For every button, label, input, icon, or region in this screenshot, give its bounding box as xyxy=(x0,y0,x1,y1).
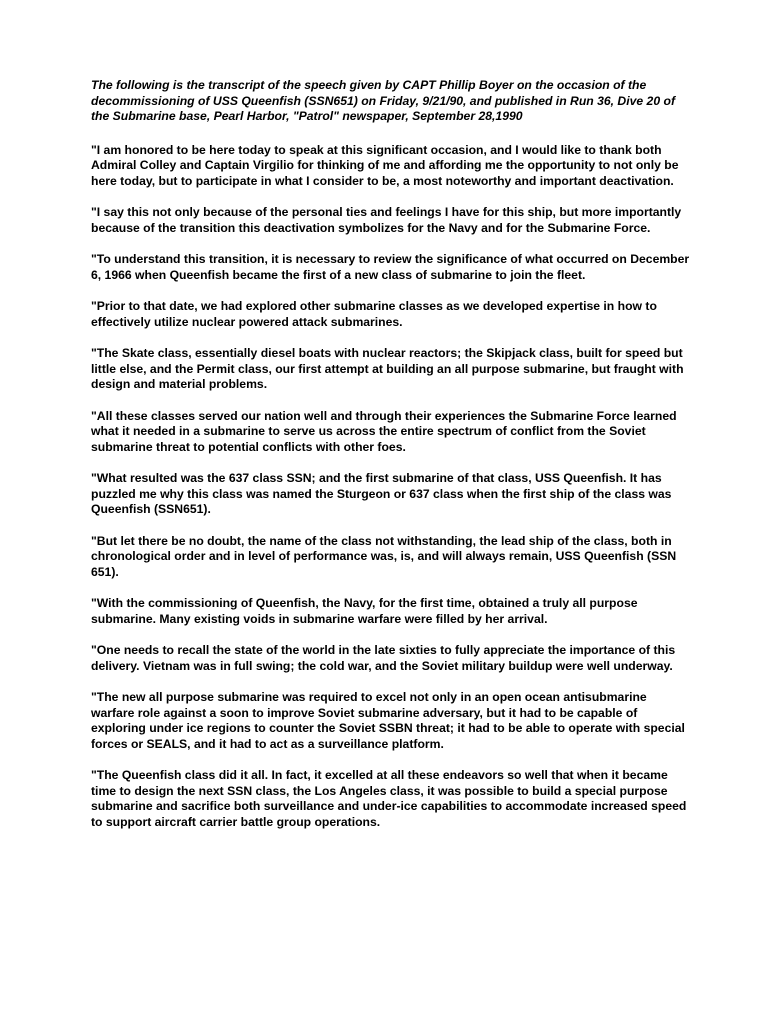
speech-paragraph-9: "With the commissioning of Queenfish, the Navy, for the first time, obtained a truly all purpose submarine. Many existing voids in submarine warfare were filled by her arrival. xyxy=(91,596,638,626)
speech-paragraph-2: "I say this not only because of the personal ties and feelings I have for this ship, but more importantly because of the transition this deactivation symbolizes for the Navy and for the Submarine Force. xyxy=(91,205,682,235)
speech-paragraph-7: "What resulted was the 637 class SSN; and the first submarine of that class, USS Queenfish. It has puzzled me why this class was named the Sturgeon or 637 class when the first ship of the class was Queenfish (SSN651). xyxy=(91,471,672,516)
intro-paragraph: The following is the transcript of the speech given by CAPT Phillip Boyer on the occasion of the decommissioning of USS Queenfish (SSN651) on Friday, 9/21/90, and published in Run 36, Dive 20 of the Submarine base, Pearl Harbor, "Patrol" newspaper, September 28,1990 xyxy=(91,78,675,123)
speech-paragraph-6: "All these classes served our nation well and through their experiences the Submarine Force learned what it needed in a submarine to serve us across the entire spectrum of conflict from the Soviet submarine threat to potential conflicts with other foes. xyxy=(91,408,677,454)
speech-paragraph-12: "The Queenfish class did it all. In fact, it excelled at all these endeavors so well that when it became time to design the next SSN class, the Los Angeles class, it was possible to build a special purpose submarine and sacrifice both surveillance and under-ice capabilities to accommodate increased speed to support aircraft carrier battle group operations. xyxy=(91,768,687,829)
speech-paragraph-1: "I am honored to be here today to speak at this significant occasion, and I would like to thank both Admiral Colley and Captain Virgilio for thinking of me and affording me the opportunity to not only be here today, but to participate in what I consider to be, a most noteworthy and important deactivation. xyxy=(91,142,679,188)
speech-paragraph-3: "To understand this transition, it is necessary to review the significance of what occurred on December 6, 1966 when Queenfish became the first of a new class of submarine to join the fleet. xyxy=(91,252,690,282)
speech-paragraph-10: "One needs to recall the state of the world in the late sixties to fully appreciate the importance of this delivery. Vietnam was in full swing; the cold war, and the Soviet military buildup were well underway. xyxy=(91,643,676,673)
speech-paragraph-5: "The Skate class, essentially diesel boats with nuclear reactors; the Skipjack class, built for speed but little else, and the Permit class, our first attempt at building an all purpose submarine, but fraught with design and material problems. xyxy=(91,346,684,391)
speech-paragraph-11: "The new all purpose submarine was required to excel not only in an open ocean antisubmarine warfare role against a soon to improve Soviet submarine adversary, but it had to be capable of exploring under ice regions to counter the Soviet SSBN threat; it had to be able to operate with special forces or SEALS, and it had to act as a surveillance platform. xyxy=(91,690,685,751)
document-body xyxy=(91,78,691,846)
speech-paragraph-8: "But let there be no doubt, the name of the class not withstanding, the lead ship of the class, both in chronological order and in level of performance was, is, and will always remain, USS Queenfish (SSN 651). xyxy=(91,533,677,579)
speech-paragraph-4: "Prior to that date, we had explored other submarine classes as we developed expertise in how to effectively utilize nuclear powered attack submarines. xyxy=(91,299,657,329)
